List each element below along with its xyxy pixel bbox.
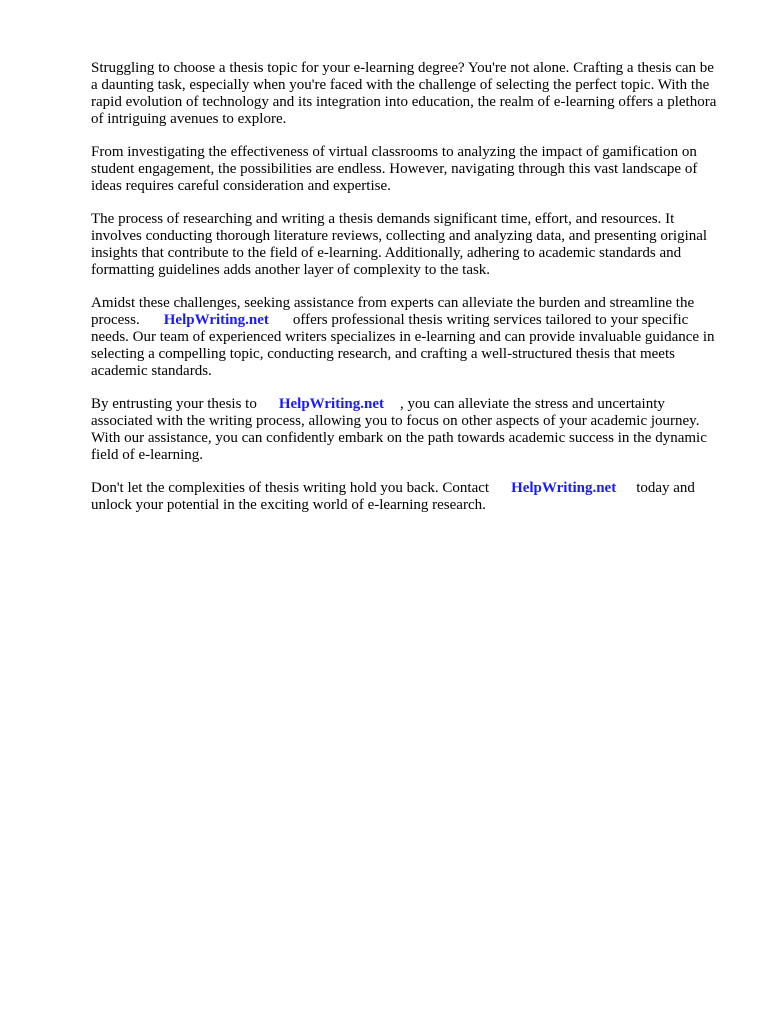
paragraph-assistance-text-before: Amidst these challenges, seeking assistance from experts can alleviate the burden and streamline the process. [91, 295, 695, 328]
paragraph-assistance [91, 295, 723, 380]
paragraph-process: The process of researching and writing a thesis demands significant time, effort, and resources. It involves conducting thorough literature reviews, collecting and analyzing data, and presenting original insights that contribute to the field of e-learning. Additionally, adhering to academic standards and formatting guidelines adds another layer of complexity to the task. [91, 211, 708, 278]
paragraph-assistance-text-after: offers professional thesis writing services tailored to your specific needs. Our team of experienced writers specializes in e-learning and can provide invaluable guidance in selecting a compelling topic, conducting research, and crafting a well-structured thesis that meets academic standards. [91, 312, 715, 379]
paragraph-contact-text-after: today and unlock your potential in the exciting world of e-learning research. [91, 480, 695, 513]
paragraph-entrusting-text-before: By entrusting your thesis to [91, 396, 257, 412]
paragraph-entrusting [91, 396, 723, 464]
document-body [91, 60, 723, 530]
paragraph-contact [91, 480, 723, 514]
paragraph-possibilities: From investigating the effectiveness of virtual classrooms to analyzing the impact of gamification on student engagement, the possibilities are endless. However, navigating through this vast landscape of ideas requires careful consideration and expertise. [91, 144, 698, 194]
helpwriting-link[interactable]: HelpWriting.net [511, 480, 617, 496]
helpwriting-link[interactable]: HelpWriting.net [278, 396, 384, 412]
paragraph-intro: Struggling to choose a thesis topic for your e-learning degree? You're not alone. Crafting a thesis can be a daunting task, especially when you're faced with the challenge of selecting the perfect topic. With the rapid evolution of technology and its integration into education, the realm of e-learning offers a plethora of intriguing avenues to explore. [91, 60, 717, 127]
paragraph-entrusting-text-after: , you can alleviate the stress and uncertainty associated with the writing process, allowing you to focus on other aspects of your academic journey. With our assistance, you can confidently embark on the path towards academic success in the dynamic field of e-learning. [91, 396, 707, 463]
paragraph-contact-text-before: Don't let the complexities of thesis writing hold you back. Contact [91, 480, 490, 496]
helpwriting-link[interactable]: HelpWriting.net [163, 312, 269, 328]
